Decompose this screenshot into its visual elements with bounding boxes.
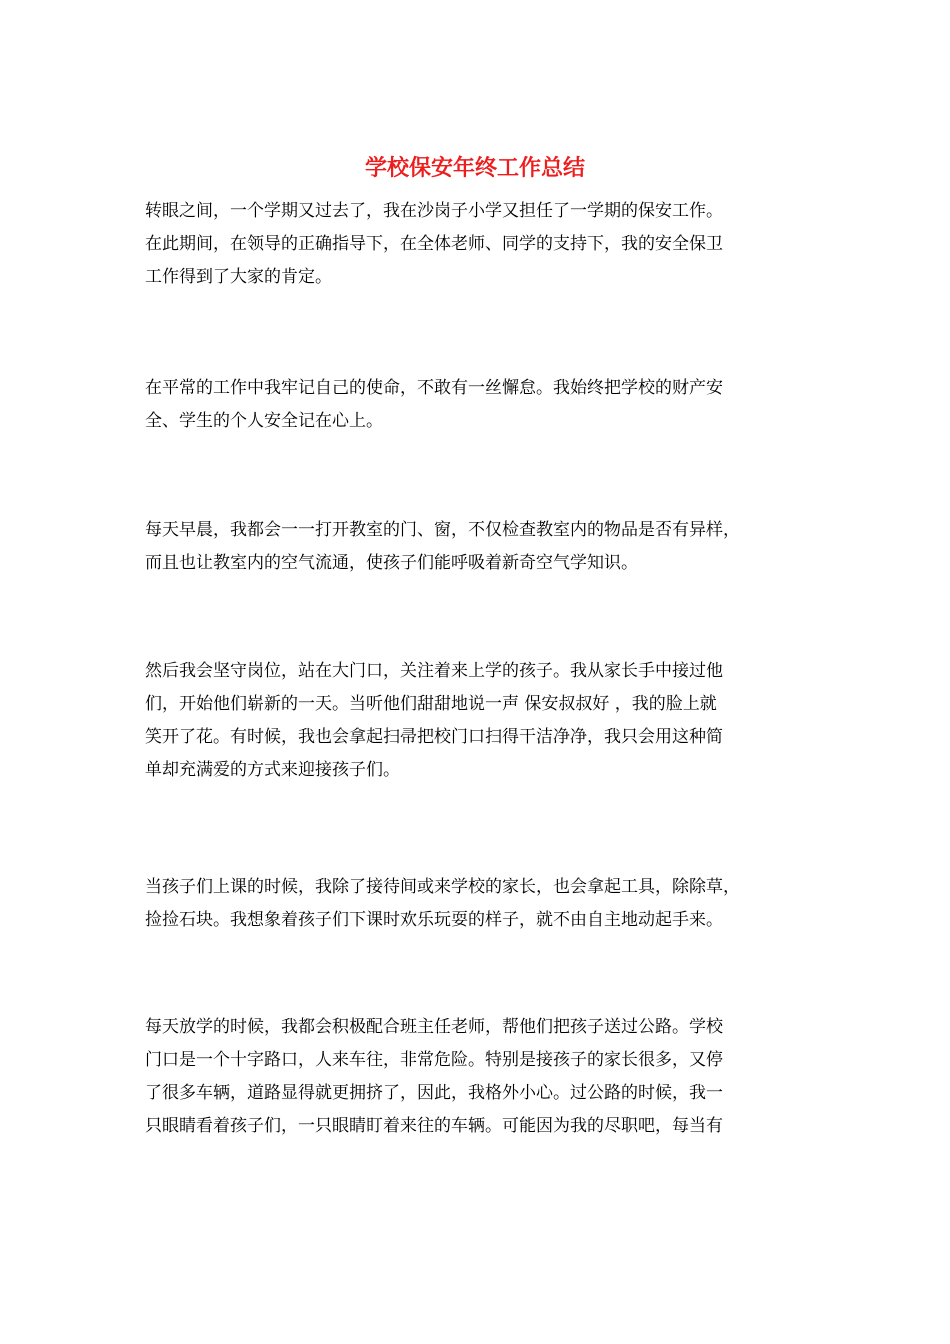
paragraph-line: 在平常的工作中我牢记自己的使命，不敢有一丝懈怠。我始终把学校的财产安 xyxy=(145,378,723,398)
paragraph-line: 在此期间，在领导的正确指导下，在全体老师、同学的支持下，我的安全保卫 xyxy=(145,234,723,254)
paragraph-line: 转眼之间，一个学期又过去了，我在沙岗子小学又担任了一学期的保安工作。 xyxy=(145,201,723,221)
paragraph-line: 工作得到了大家的肯定。 xyxy=(145,267,332,287)
paragraph-line: 只眼睛看着孩子们，一只眼睛盯着来往的车辆。可能因为我的尽职吧，每当有 xyxy=(145,1116,723,1136)
paragraph-line: 笑开了花。有时候，我也会拿起扫帚把校门口扫得干洁净净，我只会用这种简 xyxy=(145,727,723,747)
paragraph-6 xyxy=(145,1011,825,1143)
paragraph-line: 单却充满爱的方式来迎接孩子们。 xyxy=(145,760,400,780)
paragraph-line: 每天早晨，我都会一一打开教室的门、窗，不仅检查教室内的物品是否有异样， xyxy=(145,520,740,540)
paragraph-line: 们，开始他们崭新的一天。当听他们甜甜地说一声 保安叔叔好 ，我的脸上就 xyxy=(145,694,717,714)
paragraph-3 xyxy=(145,514,825,580)
paragraph-line: 当孩子们上课的时候，我除了接待间或来学校的家长，也会拿起工具，除除草， xyxy=(145,877,740,897)
paragraph-line: 了很多车辆，道路显得就更拥挤了，因此，我格外小心。过公路的时候，我一 xyxy=(145,1083,723,1103)
paragraph-line: 捡捡石块。我想象着孩子们下课时欢乐玩耍的样子，就不由自主地动起手来。 xyxy=(145,910,723,930)
document-title: 学校保安年终工作总结 xyxy=(364,155,585,181)
paragraph-5 xyxy=(145,871,825,937)
paragraph-line: 然后我会坚守岗位，站在大门口，关注着来上学的孩子。我从家长手中接过他 xyxy=(145,661,723,681)
paragraph-line: 门口是一个十字路口，人来车往，非常危险。特别是接孩子的家长很多，又停 xyxy=(145,1050,723,1070)
paragraph-line: 全、学生的个人安全记在心上。 xyxy=(145,411,383,431)
paragraph-4 xyxy=(145,655,825,787)
paragraph-line: 而且也让教室内的空气流通，使孩子们能呼吸着新奇空气学知识。 xyxy=(145,553,638,573)
paragraph-1 xyxy=(145,195,825,294)
paragraph-line: 每天放学的时候，我都会积极配合班主任老师，帮他们把孩子送过公路。学校 xyxy=(145,1017,723,1037)
paragraph-2 xyxy=(145,372,825,438)
